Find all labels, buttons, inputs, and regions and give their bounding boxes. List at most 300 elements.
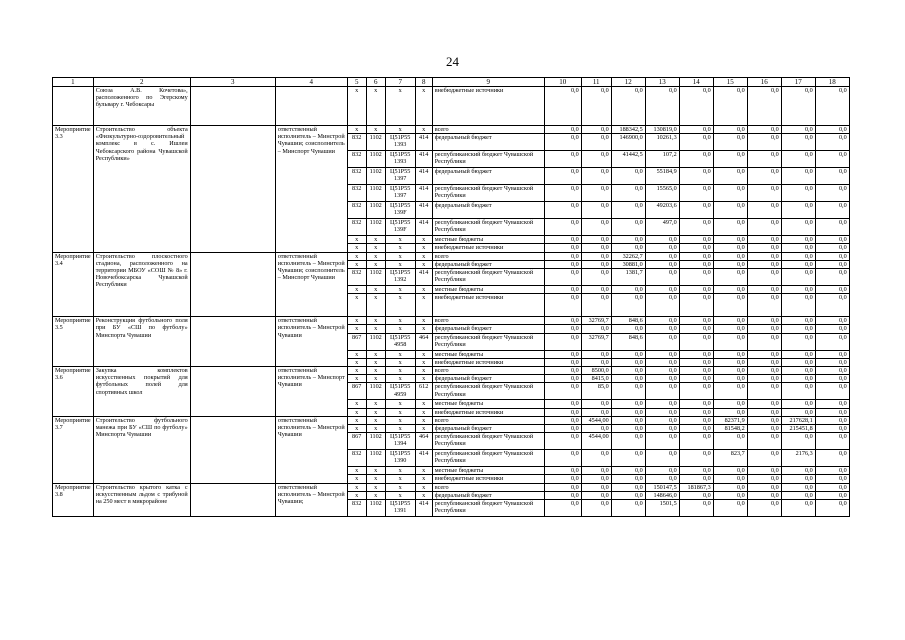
funding-source-cell: внебюджетные источники (432, 294, 544, 317)
amount-cell: 0,0 (679, 134, 713, 151)
budget-code-cell: x (385, 367, 415, 375)
budget-code-cell: x (347, 244, 366, 252)
budget-code-cell: x (385, 317, 415, 325)
amount-cell: 0,0 (645, 286, 679, 294)
budget-code-cell: x (415, 350, 432, 358)
budget-code-cell: x (415, 87, 432, 126)
table-row (53, 87, 850, 126)
budget-code-cell: x (385, 252, 415, 260)
budget-code-cell: x (385, 325, 415, 333)
blank-cell (190, 367, 275, 417)
budget-code-cell: x (385, 375, 415, 383)
budget-code-cell: x (385, 491, 415, 499)
budget-code-cell: 464 (415, 333, 432, 350)
amount-cell: 0,0 (544, 433, 581, 450)
table-row (53, 483, 850, 491)
amount-cell: 0,0 (611, 358, 645, 366)
amount-cell: 0,0 (581, 491, 611, 499)
budget-code-cell: x (347, 425, 366, 433)
amount-cell: 0,0 (713, 491, 747, 499)
amount-cell: 0,0 (747, 375, 781, 383)
budget-code-cell: x (415, 408, 432, 416)
amount-cell: 0,0 (815, 151, 849, 168)
amount-cell: 0,0 (581, 358, 611, 366)
amount-cell: 150147,5 (645, 483, 679, 491)
amount-cell: 0,0 (679, 294, 713, 317)
amount-cell: 0,0 (611, 168, 645, 185)
amount-cell: 0,0 (679, 325, 713, 333)
amount-cell: 0,0 (544, 260, 581, 268)
budget-code-cell: 464 (415, 433, 432, 450)
amount-cell: 0,0 (544, 219, 581, 236)
amount-cell: 0,0 (581, 350, 611, 358)
amount-cell: 0,0 (781, 168, 815, 185)
amount-cell: 0,0 (645, 350, 679, 358)
amount-cell: 0,0 (645, 433, 679, 450)
amount-cell: 0,0 (815, 185, 849, 202)
amount-cell: 0,0 (713, 185, 747, 202)
amount-cell: 0,0 (544, 400, 581, 408)
amount-cell: 0,0 (611, 350, 645, 358)
budget-code-cell: x (366, 367, 385, 375)
amount-cell: 0,0 (645, 244, 679, 252)
amount-cell: 0,0 (815, 294, 849, 317)
funding-source-cell: республиканский бюджет Чувашской Республики (432, 185, 544, 202)
amount-cell: 0,0 (645, 450, 679, 467)
amount-cell: 0,0 (679, 416, 713, 424)
measure-cell: Мероприятие 3.3 (53, 126, 94, 253)
funding-source-cell: внебюджетные источники (432, 87, 544, 126)
amount-cell: 0,0 (544, 252, 581, 260)
amount-cell: 0,0 (747, 87, 781, 126)
budget-code-cell: 832 (347, 269, 366, 286)
amount-cell: 0,0 (781, 433, 815, 450)
amount-cell: 0,0 (679, 126, 713, 134)
amount-cell: 0,0 (781, 467, 815, 475)
budget-code-cell: Ц51Р55 1390 (385, 450, 415, 467)
budget-table (52, 77, 850, 517)
amount-cell: 0,0 (781, 244, 815, 252)
amount-cell: 0,0 (544, 236, 581, 244)
amount-cell: 0,0 (815, 483, 849, 491)
amount-cell: 0,0 (679, 408, 713, 416)
amount-cell: 0,0 (747, 317, 781, 325)
budget-code-cell: x (347, 236, 366, 244)
budget-code-cell: 832 (347, 219, 366, 236)
budget-code-cell: x (385, 467, 415, 475)
amount-cell: 0,0 (611, 185, 645, 202)
amount-cell: 2176,3 (781, 450, 815, 467)
amount-cell: 0,0 (713, 134, 747, 151)
amount-cell: 0,0 (815, 383, 849, 400)
amount-cell: 0,0 (645, 358, 679, 366)
amount-cell: 0,0 (713, 367, 747, 375)
amount-cell: 0,0 (781, 317, 815, 325)
amount-cell: 1501,5 (645, 500, 679, 517)
amount-cell: 0,0 (679, 500, 713, 517)
budget-code-cell: Ц51Р55 4958 (385, 333, 415, 350)
amount-cell: 0,0 (611, 219, 645, 236)
amount-cell: 0,0 (544, 244, 581, 252)
amount-cell: 0,0 (611, 286, 645, 294)
budget-code-cell: x (415, 358, 432, 366)
amount-cell: 0,0 (713, 483, 747, 491)
amount-cell: 0,0 (747, 367, 781, 375)
amount-cell: 0,0 (747, 244, 781, 252)
measure-title-cell: Строительство футбольного манежа при БУ «СШ по футболу» Минспорта Чувашии (93, 416, 190, 483)
amount-cell: 0,0 (581, 244, 611, 252)
amount-cell: 0,0 (815, 252, 849, 260)
budget-code-cell: x (347, 126, 366, 134)
amount-cell: 0,0 (611, 202, 645, 219)
amount-cell: 0,0 (611, 433, 645, 450)
header-cell: 11 (581, 78, 611, 87)
amount-cell: 0,0 (611, 416, 645, 424)
funding-source-cell: федеральный бюджет (432, 260, 544, 268)
amount-cell: 0,0 (645, 333, 679, 350)
budget-code-cell: 1102 (366, 202, 385, 219)
budget-code-cell: x (347, 358, 366, 366)
amount-cell: 0,0 (781, 185, 815, 202)
blank-cell (190, 483, 275, 516)
header-cell: 4 (275, 78, 347, 87)
amount-cell: 0,0 (544, 500, 581, 517)
amount-cell: 0,0 (713, 260, 747, 268)
amount-cell: 0,0 (679, 491, 713, 499)
funding-source-cell: всего (432, 483, 544, 491)
amount-cell: 0,0 (815, 350, 849, 358)
amount-cell: 0,0 (781, 383, 815, 400)
budget-code-cell: x (415, 252, 432, 260)
budget-code-cell: x (415, 294, 432, 317)
funding-source-cell: республиканский бюджет Чувашской Республики (432, 433, 544, 450)
amount-cell: 0,0 (679, 425, 713, 433)
funding-source-cell: местные бюджеты (432, 467, 544, 475)
amount-cell: 0,0 (713, 467, 747, 475)
budget-code-cell: 414 (415, 450, 432, 467)
funding-source-cell: всего (432, 126, 544, 134)
amount-cell: 0,0 (815, 134, 849, 151)
budget-code-cell: x (366, 491, 385, 499)
amount-cell: 0,0 (611, 500, 645, 517)
header-cell: 1 (53, 78, 94, 87)
amount-cell: 0,0 (645, 269, 679, 286)
budget-code-cell: x (366, 87, 385, 126)
executor-cell: ответственный исполнитель – Минспорт Чувашии (275, 367, 347, 417)
budget-code-cell: x (347, 367, 366, 375)
blank-cell (190, 126, 275, 253)
funding-source-cell: внебюджетные источники (432, 408, 544, 416)
amount-cell: 0,0 (544, 450, 581, 467)
budget-code-cell: x (385, 244, 415, 252)
amount-cell: 0,0 (747, 151, 781, 168)
amount-cell: 0,0 (544, 126, 581, 134)
budget-code-cell: x (385, 416, 415, 424)
budget-code-cell: x (366, 483, 385, 491)
amount-cell: 0,0 (611, 375, 645, 383)
funding-source-cell: федеральный бюджет (432, 134, 544, 151)
budget-code-cell: 612 (415, 383, 432, 400)
amount-cell: 0,0 (815, 425, 849, 433)
budget-code-cell: Ц51Р55 4959 (385, 383, 415, 400)
amount-cell: 0,0 (781, 375, 815, 383)
amount-cell: 0,0 (645, 383, 679, 400)
funding-source-cell: федеральный бюджет (432, 425, 544, 433)
amount-cell: 0,0 (713, 383, 747, 400)
amount-cell: 0,0 (679, 168, 713, 185)
budget-code-cell: 414 (415, 202, 432, 219)
amount-cell: 0,0 (581, 168, 611, 185)
amount-cell: 0,0 (581, 260, 611, 268)
amount-cell: 0,0 (679, 317, 713, 325)
amount-cell: 0,0 (713, 325, 747, 333)
budget-code-cell: x (385, 260, 415, 268)
funding-source-cell: республиканский бюджет Чувашской Республики (432, 500, 544, 517)
amount-cell: 0,0 (815, 500, 849, 517)
amount-cell: 0,0 (679, 244, 713, 252)
amount-cell: 0,0 (679, 475, 713, 483)
budget-code-cell: x (415, 325, 432, 333)
amount-cell: 0,0 (581, 126, 611, 134)
amount-cell: 0,0 (679, 467, 713, 475)
amount-cell: 0,0 (781, 400, 815, 408)
header-row (53, 78, 850, 87)
amount-cell: 0,0 (713, 151, 747, 168)
amount-cell: 0,0 (581, 185, 611, 202)
amount-cell: 32769,7 (581, 317, 611, 325)
budget-code-cell: 414 (415, 168, 432, 185)
budget-code-cell: 1102 (366, 450, 385, 467)
budget-code-cell: x (385, 294, 415, 317)
amount-cell: 0,0 (747, 202, 781, 219)
amount-cell: 4544,00 (581, 433, 611, 450)
budget-code-cell: x (366, 260, 385, 268)
amount-cell: 0,0 (679, 219, 713, 236)
amount-cell: 0,0 (645, 400, 679, 408)
header-cell: 15 (713, 78, 747, 87)
funding-source-cell: всего (432, 416, 544, 424)
amount-cell: 0,0 (544, 483, 581, 491)
amount-cell: 217628,1 (781, 416, 815, 424)
amount-cell: 0,0 (544, 425, 581, 433)
amount-cell: 0,0 (781, 367, 815, 375)
amount-cell: 0,0 (815, 269, 849, 286)
amount-cell: 81548,2 (713, 425, 747, 433)
budget-code-cell: x (366, 252, 385, 260)
executor-cell: ответственный исполнитель – Минстрой Чувашии (275, 317, 347, 367)
amount-cell: 0,0 (747, 383, 781, 400)
budget-code-cell: x (366, 408, 385, 416)
amount-cell: 0,0 (815, 367, 849, 375)
budget-code-cell: 832 (347, 168, 366, 185)
measure-cell: Мероприятие 3.6 (53, 367, 94, 417)
amount-cell: 0,0 (713, 317, 747, 325)
budget-code-cell: x (366, 294, 385, 317)
amount-cell: 0,0 (611, 294, 645, 317)
budget-code-cell: x (366, 286, 385, 294)
amount-cell: 0,0 (781, 350, 815, 358)
amount-cell: 0,0 (581, 467, 611, 475)
header-cell: 8 (415, 78, 432, 87)
amount-cell: 0,0 (747, 467, 781, 475)
executor-cell: ответственный исполнитель – Минстрой Чувашии; соисполнитель – Минспорт Чувашии (275, 252, 347, 317)
amount-cell: 8415,0 (581, 375, 611, 383)
amount-cell: 0,0 (611, 467, 645, 475)
amount-cell: 0,0 (544, 383, 581, 400)
amount-cell: 0,0 (747, 269, 781, 286)
amount-cell: 1381,7 (611, 269, 645, 286)
budget-code-cell: x (347, 260, 366, 268)
budget-code-cell: x (347, 317, 366, 325)
amount-cell: 0,0 (747, 433, 781, 450)
budget-code-cell: x (415, 491, 432, 499)
amount-cell: 0,0 (645, 375, 679, 383)
budget-code-cell: x (415, 425, 432, 433)
budget-code-cell: 1102 (366, 134, 385, 151)
amount-cell: 0,0 (544, 375, 581, 383)
amount-cell: 0,0 (581, 408, 611, 416)
amount-cell: 0,0 (747, 294, 781, 317)
amount-cell: 0,0 (815, 317, 849, 325)
budget-code-cell: x (347, 294, 366, 317)
budget-code-cell: 1102 (366, 219, 385, 236)
amount-cell: 0,0 (611, 383, 645, 400)
funding-source-cell: федеральный бюджет (432, 375, 544, 383)
budget-code-cell: x (366, 325, 385, 333)
amount-cell: 0,0 (581, 294, 611, 317)
header-cell: 9 (432, 78, 544, 87)
budget-code-cell: x (347, 375, 366, 383)
amount-cell: 0,0 (544, 491, 581, 499)
amount-cell: 0,0 (713, 433, 747, 450)
amount-cell: 0,0 (713, 168, 747, 185)
budget-code-cell: x (347, 252, 366, 260)
budget-code-cell: x (347, 475, 366, 483)
amount-cell: 0,0 (713, 126, 747, 134)
budget-code-cell: Ц51Р55 1392 (385, 269, 415, 286)
funding-source-cell: всего (432, 367, 544, 375)
budget-code-cell: x (415, 126, 432, 134)
funding-source-cell: внебюджетные источники (432, 358, 544, 366)
amount-cell: 0,0 (747, 416, 781, 424)
budget-code-cell: x (415, 400, 432, 408)
budget-code-cell: x (385, 483, 415, 491)
header-cell: 12 (611, 78, 645, 87)
amount-cell: 0,0 (611, 491, 645, 499)
amount-cell: 0,0 (815, 202, 849, 219)
amount-cell: 0,0 (645, 416, 679, 424)
amount-cell: 0,0 (581, 400, 611, 408)
amount-cell: 0,0 (747, 500, 781, 517)
measure-cell: Мероприятие 3.5 (53, 317, 94, 367)
budget-code-cell: x (366, 467, 385, 475)
amount-cell: 0,0 (781, 500, 815, 517)
amount-cell: 0,0 (781, 126, 815, 134)
budget-code-cell: Ц51Р55 1393 (385, 151, 415, 168)
amount-cell: 0,0 (645, 425, 679, 433)
budget-code-cell: 832 (347, 202, 366, 219)
amount-cell: 0,0 (645, 325, 679, 333)
amount-cell: 0,0 (713, 294, 747, 317)
budget-code-cell: Ц51Р55 1394 (385, 433, 415, 450)
header-cell: 14 (679, 78, 713, 87)
amount-cell: 0,0 (713, 333, 747, 350)
amount-cell: 0,0 (679, 450, 713, 467)
amount-cell: 0,0 (581, 475, 611, 483)
amount-cell: 0,0 (581, 425, 611, 433)
amount-cell: 0,0 (781, 260, 815, 268)
funding-source-cell: местные бюджеты (432, 236, 544, 244)
amount-cell: 0,0 (815, 358, 849, 366)
header-cell: 7 (385, 78, 415, 87)
amount-cell: 0,0 (747, 260, 781, 268)
budget-code-cell: x (415, 236, 432, 244)
amount-cell: 0,0 (815, 408, 849, 416)
budget-code-cell: x (347, 491, 366, 499)
amount-cell: 0,0 (645, 252, 679, 260)
funding-source-cell: внебюджетные источники (432, 244, 544, 252)
amount-cell: 0,0 (781, 252, 815, 260)
amount-cell: 0,0 (611, 483, 645, 491)
amount-cell: 0,0 (815, 219, 849, 236)
amount-cell: 0,0 (747, 450, 781, 467)
budget-code-cell: x (366, 358, 385, 366)
amount-cell: 0,0 (781, 236, 815, 244)
amount-cell: 0,0 (815, 168, 849, 185)
funding-source-cell: федеральный бюджет (432, 202, 544, 219)
page-number: 24 (446, 54, 459, 69)
funding-source-cell: местные бюджеты (432, 350, 544, 358)
amount-cell: 0,0 (611, 408, 645, 416)
amount-cell: 0,0 (544, 286, 581, 294)
amount-cell: 0,0 (815, 87, 849, 126)
measure-title-cell: Строительство объекта «Физкультурно-оздоровительный комплекс в с. Ишлеи Чебоксарского района Чувашской Республики» (93, 126, 190, 253)
amount-cell: 0,0 (713, 87, 747, 126)
amount-cell: 0,0 (645, 294, 679, 317)
budget-code-cell: x (415, 467, 432, 475)
budget-code-cell: 414 (415, 151, 432, 168)
amount-cell: 0,0 (544, 350, 581, 358)
amount-cell: 0,0 (679, 252, 713, 260)
amount-cell: 0,0 (781, 483, 815, 491)
budget-code-cell: x (415, 244, 432, 252)
amount-cell: 32769,7 (581, 333, 611, 350)
amount-cell: 30881,0 (611, 260, 645, 268)
budget-code-cell: 832 (347, 151, 366, 168)
amount-cell: 0,0 (679, 236, 713, 244)
amount-cell: 0,0 (747, 325, 781, 333)
amount-cell: 0,0 (544, 294, 581, 317)
amount-cell: 0,0 (581, 134, 611, 151)
header-cell: 18 (815, 78, 849, 87)
executor-cell (275, 87, 347, 126)
funding-source-cell: федеральный бюджет (432, 168, 544, 185)
budget-code-cell: x (366, 400, 385, 408)
budget-code-cell: x (366, 236, 385, 244)
amount-cell: 0,0 (747, 491, 781, 499)
amount-cell: 148646,0 (645, 491, 679, 499)
blank-cell (190, 416, 275, 483)
amount-cell: 0,0 (679, 367, 713, 375)
amount-cell: 0,0 (645, 236, 679, 244)
amount-cell: 0,0 (815, 325, 849, 333)
amount-cell: 0,0 (781, 151, 815, 168)
amount-cell: 0,0 (679, 286, 713, 294)
funding-source-cell: внебюджетные источники (432, 475, 544, 483)
budget-code-cell: x (385, 358, 415, 366)
amount-cell: 0,0 (581, 269, 611, 286)
amount-cell: 0,0 (815, 126, 849, 134)
